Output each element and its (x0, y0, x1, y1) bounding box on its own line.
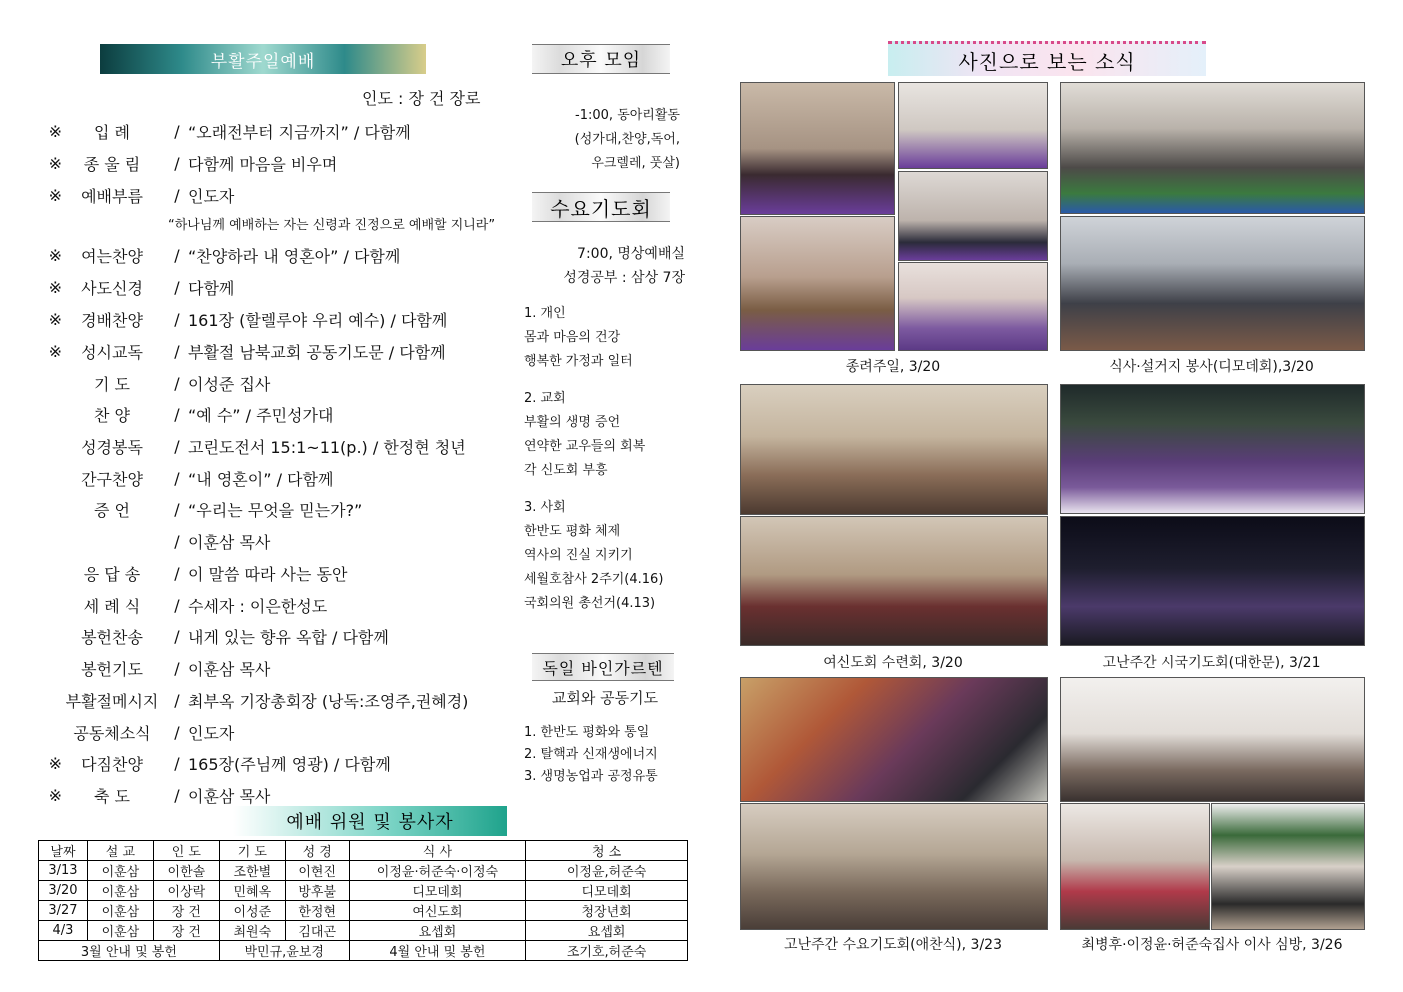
order-label: 세 례 식 (83, 596, 141, 616)
order-separator: / (174, 309, 180, 329)
order-row (40, 686, 468, 714)
order-row (40, 464, 333, 492)
caption-communion: 고난주간 수요기도회(애찬식), 3/23 (783, 937, 1002, 953)
table-cell: 조한별 (219, 861, 285, 881)
order-separator: / (174, 563, 180, 583)
table-cell: 이훈삼 (87, 861, 153, 881)
table-cell: 3월 안내 및 봉헌 (39, 941, 220, 961)
order-separator: / (174, 277, 180, 297)
table-cell: 장 건 (153, 921, 219, 941)
order-mark: ※ (48, 153, 62, 173)
order-label: 공동체소식 (73, 723, 151, 743)
order-value: 이 말씀 따라 사는 동안 (188, 564, 348, 584)
table-cell: 3/20 (39, 881, 88, 901)
prayer-topics (524, 302, 694, 616)
order-value: 165장(주님께 영광) / 다함께 (188, 754, 391, 774)
order-value: 161장 (할렐루야 우리 예수) / 다함께 (188, 310, 448, 330)
staff-footer-row (39, 941, 688, 961)
table-row (39, 921, 688, 941)
order-label: 응 답 송 (83, 564, 141, 584)
photo-communion-slide (740, 677, 1048, 802)
prayer-section-head: 2. 교회 (524, 391, 566, 406)
table-cell: 이훈삼 (87, 881, 153, 901)
table-cell: 김대곤 (285, 921, 349, 941)
col-cleaning: 청 소 (526, 841, 688, 861)
col-leader: 인 도 (153, 841, 219, 861)
prayer-item: 역사의 진실 지키기 (524, 548, 633, 563)
order-mark: ※ (48, 245, 62, 265)
order-row (40, 495, 362, 523)
table-cell: 디모데회 (349, 881, 526, 901)
table-cell: 이정윤,허준숙 (526, 861, 688, 881)
order-row (40, 181, 234, 209)
order-label: 봉헌찬송 (81, 627, 143, 647)
photo-meal-prep (1060, 82, 1365, 214)
table-cell: 이성준 (219, 901, 285, 921)
order-label: 사도신경 (81, 278, 143, 298)
order-separator: / (174, 690, 180, 710)
wednesday-title-banner (532, 192, 670, 222)
col-date: 날짜 (39, 841, 88, 861)
order-mark: ※ (48, 753, 62, 773)
order-value: 내게 있는 향유 옥합 / 다함께 (188, 627, 389, 647)
table-cell: 이현진 (285, 861, 349, 881)
order-mark: ※ (48, 309, 62, 329)
table-cell: 3/27 (39, 901, 88, 921)
german-title: 독일 바인가르텐 (542, 658, 664, 678)
order-row (40, 117, 411, 145)
caption-palm-sunday: 종려주일, 3/20 (845, 359, 941, 375)
col-meal: 식 사 (349, 841, 526, 861)
order-separator: / (174, 185, 180, 205)
order-value: “내 영혼이” / 다함께 (188, 469, 334, 489)
staff-title: 예배 위원 및 봉사자 (286, 812, 454, 833)
table-cell: 이상락 (153, 881, 219, 901)
photo-palm-sunday-choir (898, 262, 1048, 351)
order-value: “예 수” / 주민성가대 (188, 405, 334, 425)
prayer-item: 한반도 평화 체제 (524, 524, 621, 539)
german-item: 3. 생명농업과 공정유통 (524, 769, 658, 784)
table-cell: 여신도회 (349, 901, 526, 921)
staff-table (38, 840, 688, 961)
german-prayer-list (524, 722, 694, 788)
order-mark: ※ (48, 785, 62, 805)
photo-news-title-banner (888, 41, 1206, 76)
german-subtitle: 교회와 공동기도 (551, 689, 659, 707)
photo-palm-sunday-woman (740, 216, 895, 351)
order-separator: / (174, 373, 180, 393)
staff-title-banner (233, 806, 507, 836)
table-cell: 3/13 (39, 861, 88, 881)
order-row (40, 591, 327, 619)
order-mark: ※ (48, 341, 62, 361)
prayer-section-head: 1. 개인 (524, 306, 566, 321)
order-row (40, 305, 447, 333)
order-separator: / (174, 341, 180, 361)
service-title-banner (100, 44, 426, 74)
caption-daehanmun: 고난주간 시국기도회(대한문), 3/21 (1102, 655, 1321, 671)
order-row (40, 369, 270, 397)
prayer-item: 국회의원 총선거(4.13) (524, 596, 656, 611)
order-row (40, 749, 391, 777)
photo-daehanmun-group (1060, 516, 1365, 646)
table-cell: 디모데회 (526, 881, 688, 901)
table-cell: 이한솔 (153, 861, 219, 881)
order-row (40, 718, 234, 746)
caption-womens-retreat: 여신도회 수련회, 3/20 (823, 655, 963, 671)
col-scripture: 성 경 (285, 841, 349, 861)
order-separator: / (174, 658, 180, 678)
order-value: “오래전부터 지금까지” / 다함께 (188, 122, 411, 142)
photo-communion-meal (740, 803, 1048, 930)
order-row (40, 149, 337, 177)
table-row (39, 901, 688, 921)
table-cell: 조기호,허준숙 (526, 941, 688, 961)
order-row (40, 337, 446, 365)
caption-house-visit: 최병후·이정윤·허준숙집사 이사 심방, 3/26 (1081, 937, 1343, 953)
order-value: “우리는 무엇을 믿는가?” (188, 500, 363, 520)
order-row (40, 400, 333, 428)
order-mark: ※ (48, 121, 62, 141)
afternoon-title-banner (532, 44, 670, 74)
photo-palm-sunday-pastor (740, 82, 895, 215)
order-separator: / (174, 595, 180, 615)
order-value: 최부옥 기장총회장 (낭독:조영주,권혜경) (188, 691, 469, 711)
afternoon-details (540, 104, 680, 176)
order-separator: / (174, 245, 180, 265)
photo-house-visit-3 (1211, 803, 1365, 930)
table-cell: 장 건 (153, 901, 219, 921)
order-label: 증 언 (94, 500, 130, 520)
photo-house-visit-2 (1060, 803, 1210, 930)
order-separator: / (174, 785, 180, 805)
order-label: 간구찬양 (81, 469, 143, 489)
photo-palm-sunday-reader (898, 82, 1048, 169)
order-value: 이훈삼 목사 (188, 786, 271, 806)
afternoon-line: -1:00, 동아리활동 (575, 108, 680, 123)
order-value: 이성준 집사 (188, 374, 271, 394)
order-value: 이훈삼 목사 (188, 532, 271, 552)
order-label: 다짐찬양 (81, 754, 143, 774)
order-value: 인도자 (188, 186, 235, 206)
service-leader: 인도 : 장 건 장로 (362, 89, 481, 108)
order-row (40, 781, 270, 809)
order-row (40, 654, 270, 682)
table-cell: 한정현 (285, 901, 349, 921)
prayer-item: 몸과 마음의 건강 (524, 330, 621, 345)
table-cell: 방후불 (285, 881, 349, 901)
german-item: 2. 탈핵과 신재생에너지 (524, 747, 658, 762)
afternoon-title: 오후 모임 (560, 50, 642, 71)
order-label: 경배찬양 (81, 310, 143, 330)
photo-house-visit-1 (1060, 677, 1365, 802)
order-mark: ※ (48, 185, 62, 205)
order-value: 다함께 (188, 278, 235, 298)
order-value: 인도자 (188, 723, 235, 743)
col-sermon: 설 교 (87, 841, 153, 861)
order-label: 부활절메시지 (65, 691, 159, 711)
order-row (40, 527, 270, 555)
order-value: 수세자 : 이은한성도 (188, 596, 328, 616)
order-row (40, 432, 466, 460)
order-separator: / (174, 531, 180, 551)
prayer-item: 연약한 교우들의 회복 (524, 439, 646, 454)
table-cell: 최원숙 (219, 921, 285, 941)
order-separator: / (174, 121, 180, 141)
caption-meal-service: 식사·설거지 봉사(디모데회),3/20 (1109, 359, 1314, 375)
order-label: 종 울 림 (83, 154, 141, 174)
table-cell: 청장년회 (526, 901, 688, 921)
order-separator: / (174, 436, 180, 456)
order-label: 예배부름 (81, 186, 143, 206)
order-row (40, 622, 389, 650)
prayer-item: 세월호참사 2주기(4.16) (524, 572, 664, 587)
order-label: 성시교독 (81, 342, 143, 362)
table-cell: 박민규,윤보경 (219, 941, 349, 961)
call-to-worship-quote: “하나님께 예배하는 자는 신령과 진정으로 예배할 지니라” (168, 218, 496, 233)
order-separator: / (174, 626, 180, 646)
order-value: 고린도전서 15:1~11(p.) / 한정현 청년 (188, 437, 466, 457)
table-cell: 이훈삼 (87, 921, 153, 941)
order-mark: ※ (48, 277, 62, 297)
order-label: 기 도 (94, 374, 130, 394)
table-cell: 4/3 (39, 921, 88, 941)
photo-news-title: 사진으로 보는 소식 (958, 49, 1136, 74)
order-label: 봉헌기도 (81, 659, 143, 679)
order-row (40, 273, 234, 301)
order-value: “찬양하라 내 영혼아” / 다함께 (188, 246, 401, 266)
photo-daehanmun-rally (1060, 384, 1365, 514)
order-separator: / (174, 722, 180, 742)
order-separator: / (174, 499, 180, 519)
order-value: 이훈삼 목사 (188, 659, 271, 679)
table-row (39, 881, 688, 901)
order-separator: / (174, 153, 180, 173)
prayer-item: 각 신도회 부흥 (524, 463, 608, 478)
table-cell: 요셉회 (526, 921, 688, 941)
order-value: 다함께 마음을 비우며 (188, 154, 338, 174)
service-title: 부활주일예배 (210, 51, 316, 72)
prayer-item: 부활의 생명 증언 (524, 415, 621, 430)
photo-palm-sunday-readers (898, 171, 1048, 261)
order-value: 부활절 남북교회 공동기도문 / 다함께 (188, 342, 446, 362)
order-label: 축 도 (94, 786, 130, 806)
photo-womens-retreat-2 (740, 516, 1048, 646)
order-separator: / (174, 753, 180, 773)
wednesday-details (520, 242, 685, 290)
col-prayer: 기 도 (219, 841, 285, 861)
order-label: 입 례 (94, 122, 130, 142)
staff-header-row (39, 841, 688, 861)
table-cell: 이훈삼 (87, 901, 153, 921)
table-cell: 이정윤·허준숙·이정숙 (349, 861, 526, 881)
order-separator: / (174, 468, 180, 488)
order-row (40, 559, 347, 587)
wednesday-line: 성경공부 : 삼상 7장 (563, 270, 685, 286)
table-cell: 4월 안내 및 봉헌 (349, 941, 526, 961)
order-label: 성경봉독 (81, 437, 143, 457)
photo-dishwashing (1060, 216, 1365, 351)
german-item: 1. 한반도 평화와 통일 (524, 725, 650, 740)
afternoon-line: 우크렐레, 풋살) (591, 156, 680, 171)
wednesday-line: 7:00, 명상예배실 (577, 246, 685, 262)
afternoon-line: (성가대,찬양,독어, (574, 132, 680, 147)
prayer-section-head: 3. 사회 (524, 500, 566, 515)
order-label: 찬 양 (94, 405, 130, 425)
table-row (39, 861, 688, 881)
table-cell: 요셉회 (349, 921, 526, 941)
german-title-banner (532, 653, 674, 681)
order-row (40, 241, 400, 269)
table-cell: 민혜옥 (219, 881, 285, 901)
wednesday-title: 수요기도회 (550, 196, 652, 221)
photo-womens-retreat-1 (740, 384, 1048, 515)
order-label: 여는찬양 (81, 246, 143, 266)
prayer-item: 행복한 가정과 일터 (524, 354, 633, 369)
order-separator: / (174, 404, 180, 424)
